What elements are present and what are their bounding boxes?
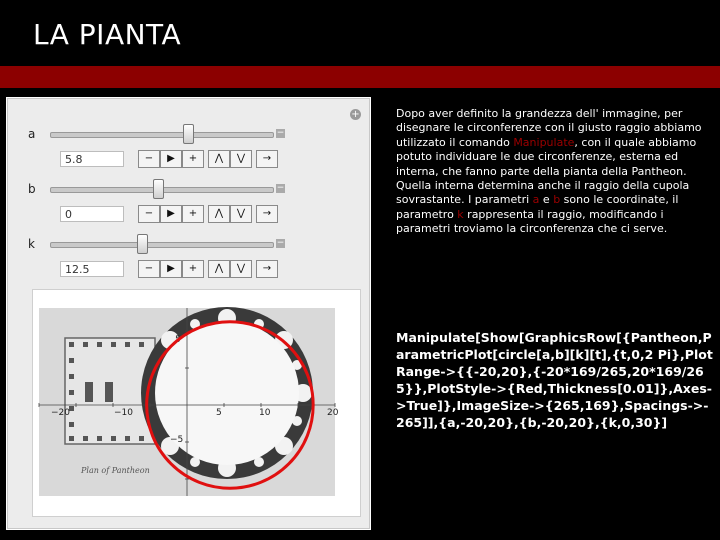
play-button[interactable]: ▶ (160, 150, 182, 168)
faster-button[interactable]: ⋀ (208, 260, 230, 278)
slider-a-track[interactable] (50, 132, 274, 138)
value-field-k[interactable]: 12.5 (60, 261, 124, 277)
control-label-b: b (28, 182, 36, 196)
description-text (396, 107, 716, 237)
plot-caption: Plan of Pantheon (81, 466, 150, 475)
faster-button[interactable]: ⋀ (208, 205, 230, 223)
slider-a-thumb[interactable] (183, 124, 194, 144)
description-part: rappresenta il raggio, modificando i parametri troviamo la circonferenza che ci serve. (396, 207, 668, 236)
animation-buttons-b (138, 205, 278, 223)
collapse-a-icon[interactable]: − (276, 128, 285, 138)
description-part: , con il quale abbiamo potuto individuare le due circonferenze, esterna ed interna, che fanno parte della pianta della Pantheon. Quella interna determina anche il raggio della cupola sovrastante. I parametri (396, 135, 697, 207)
value-field-b[interactable]: 0 (60, 206, 124, 222)
mathematica-code: Manipulate[Show[GraphicsRow[{Pantheon,ParametricPlot[circle[a,b][k][t],{t,0,2 Pi},PlotRange->{{-20,20},{-20*169/265,20*169/265}},PlotStyle->{Red,Thickness[0.01]},Axes->True]},ImageSize->{265,169},Spacings->-265]],{a,-20,20},{b,-20,20},{k,0,30}] (396, 330, 713, 430)
direction-button[interactable]: → (256, 150, 278, 168)
animation-buttons-a (138, 150, 278, 168)
direction-button[interactable]: → (256, 205, 278, 223)
step-forward-button[interactable]: + (182, 205, 204, 223)
faster-button[interactable]: ⋀ (208, 150, 230, 168)
x-tick-label: −10 (114, 408, 133, 418)
x-tick-label: 5 (216, 408, 222, 418)
control-label-k: k (28, 237, 35, 251)
step-forward-button[interactable]: + (182, 150, 204, 168)
slower-button[interactable]: ⋁ (230, 260, 252, 278)
step-back-button[interactable]: − (138, 205, 160, 223)
y-tick-label: −5 (170, 435, 184, 445)
step-forward-button[interactable]: + (182, 260, 204, 278)
manipulate-panel (6, 97, 371, 530)
step-back-button[interactable]: − (138, 260, 160, 278)
animation-buttons-k (138, 260, 278, 278)
control-label-a: a (28, 127, 36, 141)
description-part: e (539, 193, 554, 207)
direction-button[interactable]: → (256, 260, 278, 278)
value-field-a[interactable]: 5.8 (60, 151, 124, 167)
slider-k-thumb[interactable] (137, 234, 148, 254)
step-back-button[interactable]: − (138, 150, 160, 168)
highlight-manipulate: Manipulate (513, 135, 575, 149)
y-tick-label: 5 (175, 335, 181, 345)
plot-output-frame (32, 289, 361, 517)
add-icon[interactable]: + (351, 109, 360, 120)
title-band (0, 66, 720, 88)
pantheon-plot (33, 290, 360, 516)
x-tick-label: −20 (51, 408, 70, 418)
x-tick-label: 20 (327, 408, 339, 418)
description-part: Dopo aver definito la grandezza dell' immagine, per disegnare le circonferenze con il giusto raggio abbiamo utilizzato il comando (396, 107, 702, 149)
highlight-b: b (553, 193, 561, 207)
x-tick-label: 10 (259, 408, 271, 418)
manipulate-panel-inner (7, 98, 370, 529)
slide-title: LA PIANTA (33, 18, 182, 51)
collapse-b-icon[interactable]: − (276, 183, 285, 193)
slider-b-thumb[interactable] (153, 179, 164, 199)
slower-button[interactable]: ⋁ (230, 205, 252, 223)
slider-k-track[interactable] (50, 242, 274, 248)
slower-button[interactable]: ⋁ (230, 150, 252, 168)
play-button[interactable]: ▶ (160, 205, 182, 223)
highlight-k: k (457, 207, 464, 221)
collapse-k-icon[interactable]: − (276, 238, 285, 248)
highlight-a: a (532, 193, 540, 207)
play-button[interactable]: ▶ (160, 260, 182, 278)
description-part: sono le coordinate, il parametro (396, 193, 679, 221)
